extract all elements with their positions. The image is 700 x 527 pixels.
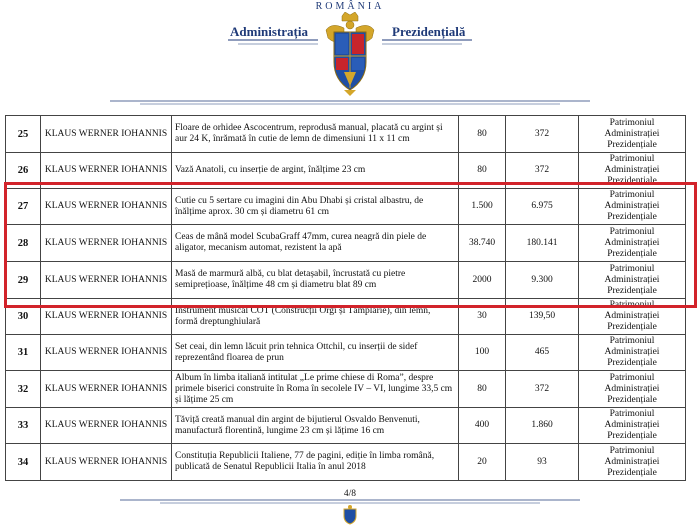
- item-description: Tăviță creată manual din argint de bijutierul Osvaldo Benvenuti, manufactură florentină, lungime 23 cm și lățime 16 cm: [172, 408, 459, 444]
- table-row: [6, 262, 686, 299]
- table-row: [6, 444, 686, 481]
- value-lei: 9.300: [506, 262, 579, 299]
- footer-emblem-icon: [340, 505, 360, 525]
- row-number: 27: [6, 189, 41, 225]
- value-lei: 139,50: [506, 299, 579, 335]
- beneficiary-name: KLAUS WERNER IOHANNIS: [41, 371, 172, 408]
- beneficiary-name: KLAUS WERNER IOHANNIS: [41, 335, 172, 371]
- destination: Patrimoniul Administrației Prezidențiale: [579, 225, 686, 262]
- value-eur: 38.740: [459, 225, 506, 262]
- table-row: [6, 153, 686, 189]
- item-description: Masă de marmură albă, cu blat detașabil, încrustată cu pietre semiprețioase, înălțime 48 cm și diametru blat 89 cm: [172, 262, 459, 299]
- value-lei: 93: [506, 444, 579, 481]
- item-description: Floare de orhidee Ascocentrum, reprodusă manual, placată cu argint și aur 24 K, înrămată în cutie de lemn de dimensiuni 11 x 11 cm: [172, 116, 459, 153]
- value-lei: 180.141: [506, 225, 579, 262]
- item-description: Cutie cu 5 sertare cu imagini din Abu Dhabi și cristal albastru, de înălțime aprox. 30 cm și diametru 61 cm: [172, 189, 459, 225]
- beneficiary-name: KLAUS WERNER IOHANNIS: [41, 116, 172, 153]
- table-row: [6, 225, 686, 262]
- value-lei: 6.975: [506, 189, 579, 225]
- destination: Patrimoniul Administrației Prezidențiale: [579, 408, 686, 444]
- item-description: Album în limba italiană intitulat „Le prime chiese di Roma”, despre primele biserici construite în Roma în secolele IV – VI, lungime 33,5 cm și lățime 25 cm: [172, 371, 459, 408]
- row-number: 30: [6, 299, 41, 335]
- row-number: 25: [6, 116, 41, 153]
- beneficiary-name: KLAUS WERNER IOHANNIS: [41, 153, 172, 189]
- destination: Patrimoniul Administrației Prezidențiale: [579, 444, 686, 481]
- header-title-left: Administrația: [230, 24, 308, 39]
- destination: Patrimoniul Administrației Prezidențiale: [579, 189, 686, 225]
- value-lei: 372: [506, 371, 579, 408]
- value-eur: 30: [459, 299, 506, 335]
- beneficiary-name: KLAUS WERNER IOHANNIS: [41, 299, 172, 335]
- donations-table: [5, 115, 686, 481]
- value-eur: 400: [459, 408, 506, 444]
- row-number: 32: [6, 371, 41, 408]
- beneficiary-name: KLAUS WERNER IOHANNIS: [41, 225, 172, 262]
- value-eur: 80: [459, 153, 506, 189]
- item-description: Instrument musical COT (Construcții Orgi și Tâmplărie), din lemn, formă dreptunghiulară: [172, 299, 459, 335]
- table-row: [6, 335, 686, 371]
- value-lei: 372: [506, 153, 579, 189]
- header-title-right: Prezidențială: [392, 24, 466, 39]
- destination: Patrimoniul Administrației Prezidențiale: [579, 299, 686, 335]
- country-label: ROMÂNIA: [315, 1, 385, 12]
- value-eur: 80: [459, 371, 506, 408]
- row-number: 29: [6, 262, 41, 299]
- value-lei: 465: [506, 335, 579, 371]
- row-number: 26: [6, 153, 41, 189]
- value-eur: 20: [459, 444, 506, 481]
- beneficiary-name: KLAUS WERNER IOHANNIS: [41, 189, 172, 225]
- item-description: Set ceai, din lemn lăcuit prin tehnica Ottchil, cu inserții de sidef reprezentând floarea de prun: [172, 335, 459, 371]
- value-eur: 80: [459, 116, 506, 153]
- romania-coat-of-arms-icon: [322, 12, 378, 96]
- page-header: [0, 0, 700, 100]
- item-description: Ceas de mână model ScubaGraff 47mm, curea neagră din piele de aligator, mecanism automat, rezistent la apă: [172, 225, 459, 262]
- beneficiary-name: KLAUS WERNER IOHANNIS: [41, 262, 172, 299]
- row-number: 28: [6, 225, 41, 262]
- row-number: 33: [6, 408, 41, 444]
- destination: Patrimoniul Administrației Prezidențiale: [579, 153, 686, 189]
- row-number: 34: [6, 444, 41, 481]
- table-row: [6, 189, 686, 225]
- table-row: [6, 299, 686, 335]
- item-description: Constituția Republicii Italiene, 77 de pagini, ediție în limba română, publicată de Senatul Republicii Italia în anul 2018: [172, 444, 459, 481]
- beneficiary-name: KLAUS WERNER IOHANNIS: [41, 408, 172, 444]
- value-eur: 2000: [459, 262, 506, 299]
- table-row: [6, 371, 686, 408]
- value-eur: 1.500: [459, 189, 506, 225]
- row-number: 31: [6, 335, 41, 371]
- page-number: 4/8: [343, 489, 357, 499]
- item-description: Vază Anatoli, cu inserție de argint, înălțime 23 cm: [172, 153, 459, 189]
- value-eur: 100: [459, 335, 506, 371]
- destination: Patrimoniul Administrației Prezidențiale: [579, 116, 686, 153]
- value-lei: 1.860: [506, 408, 579, 444]
- value-lei: 372: [506, 116, 579, 153]
- destination: Patrimoniul Administrației Prezidențiale: [579, 335, 686, 371]
- table-row: [6, 116, 686, 153]
- destination: Patrimoniul Administrației Prezidențiale: [579, 262, 686, 299]
- beneficiary-name: KLAUS WERNER IOHANNIS: [41, 444, 172, 481]
- destination: Patrimoniul Administrației Prezidențiale: [579, 371, 686, 408]
- table-row: [6, 408, 686, 444]
